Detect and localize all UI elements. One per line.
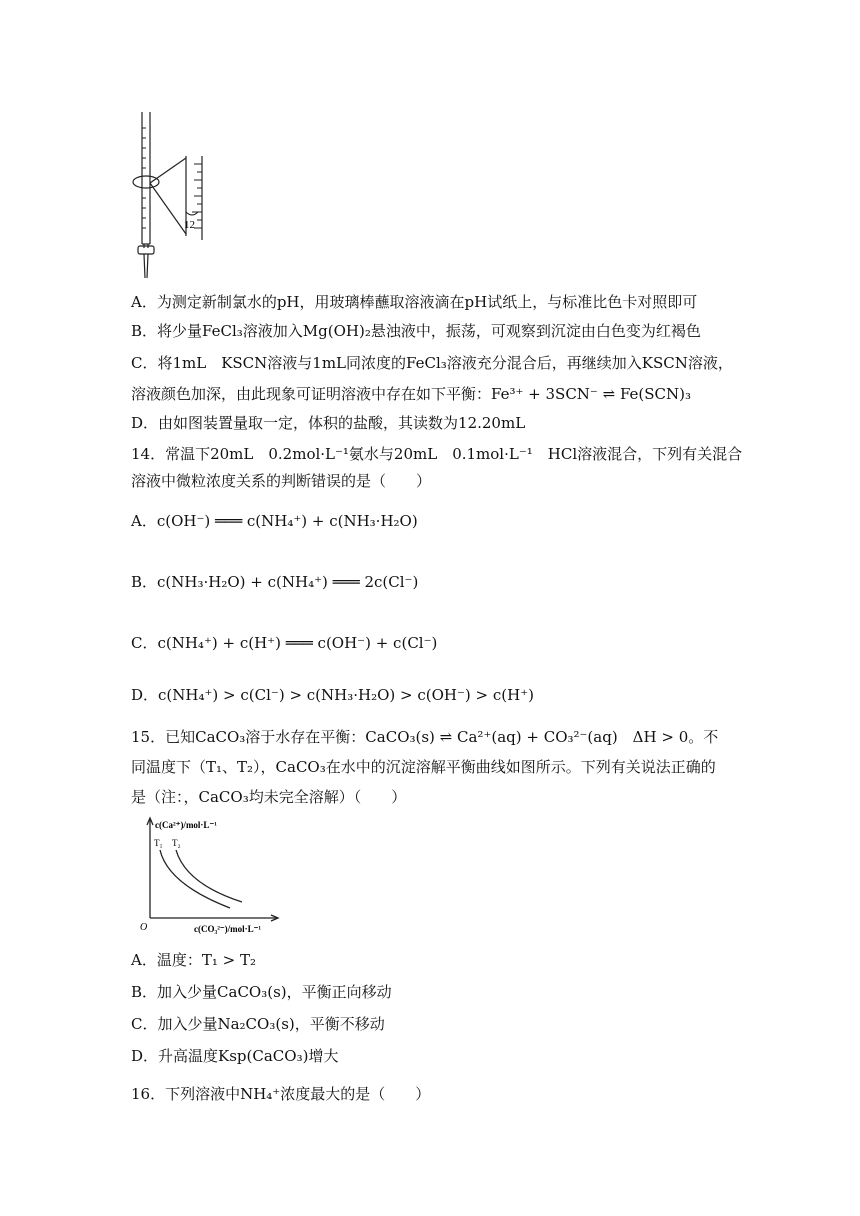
q15-stem-line2: 同温度下（T₁、T₂），CaCO₃在水中的沉淀溶解平衡曲线如图所示。下列有关说法正确的: [131, 758, 716, 776]
q15-option-b: B．加入少量CaCO₃(s)，平衡正向移动: [131, 983, 392, 1001]
q14-option-c: C．c(NH₄⁺) + c(H⁺) ═══ c(OH⁻) + c(Cl⁻): [131, 634, 438, 652]
q14-stem-line2: 溶液中微粒浓度关系的判断错误的是（ ）: [131, 472, 432, 490]
q14-option-d: D．c(NH₄⁺) > c(Cl⁻) > c(NH₃·H₂O) > c(OH⁻) > c(H⁺): [131, 686, 534, 704]
q13-option-c-cont: 溶液颜色加深，由此现象可证明溶液中存在如下平衡：Fe³⁺ + 3SCN⁻ ⇌ Fe(SCN)₃: [131, 385, 692, 403]
q15-option-c: C．加入少量Na₂CO₃(s)，平衡不移动: [131, 1015, 385, 1033]
q13-option-d: D．由如图装置量取一定，体积的盐酸，其读数为12.20mL: [131, 414, 526, 432]
q15-stem-line3: 是（注：，CaCO₃均未完全溶解）（ ）: [131, 788, 407, 806]
solubility-curve-graph: [138, 814, 286, 938]
q13-option-a: A．为测定新制氯水的pH，用玻璃棒蘸取溶液滴在pH试纸上，与标准比色卡对照即可: [131, 293, 698, 311]
burette-figure: [128, 108, 218, 284]
q14-option-b: B．c(NH₃·H₂O) + c(NH₄⁺) ═══ 2c(Cl⁻): [131, 573, 419, 591]
q15-option-d: D．升高温度Ksp(CaCO₃)增大: [131, 1047, 339, 1065]
graph-ylabel: c(Ca²⁺)/mol·L⁻¹: [155, 820, 217, 830]
graph-origin-label: O: [140, 922, 148, 933]
curve-t2-label: T₂: [172, 838, 181, 848]
q16-stem: 16．下列溶液中NH₄⁺浓度最大的是（ ）: [131, 1085, 431, 1103]
q13-option-b: B．将少量FeCl₃溶液加入Mg(OH)₂悬浊液中，振荡，可观察到沉淀由白色变为红褐色: [131, 322, 701, 340]
graph-xlabel: c(CO₃²⁻)/mol·L⁻¹: [194, 924, 262, 934]
q15-stem-line1: 15．已知CaCO₃溶于水存在平衡：CaCO₃(s) ⇌ Ca²⁺(aq) + CO₃²⁻(aq) ΔH > 0。不: [131, 728, 719, 746]
q15-option-a: A．温度：T₁ > T₂: [131, 951, 256, 969]
q14-stem-line1: 14．常温下20mL 0.2mol·L⁻¹氨水与20mL 0.1mol·L⁻¹ HCl溶液混合，下列有关混合: [131, 445, 743, 463]
curve-t1-label: T₁: [154, 838, 163, 848]
curve-t1: [160, 850, 230, 908]
curve-t2: [176, 850, 242, 902]
q13-option-c: C．将1mL KSCN溶液与1mL同浓度的FeCl₃溶液充分混合后，再继续加入KSCN溶液，: [131, 354, 733, 372]
q14-option-a: A．c(OH⁻) ═══ c(NH₄⁺) + c(NH₃·H₂O): [131, 512, 418, 530]
burette-tick-label: 12: [184, 219, 195, 231]
